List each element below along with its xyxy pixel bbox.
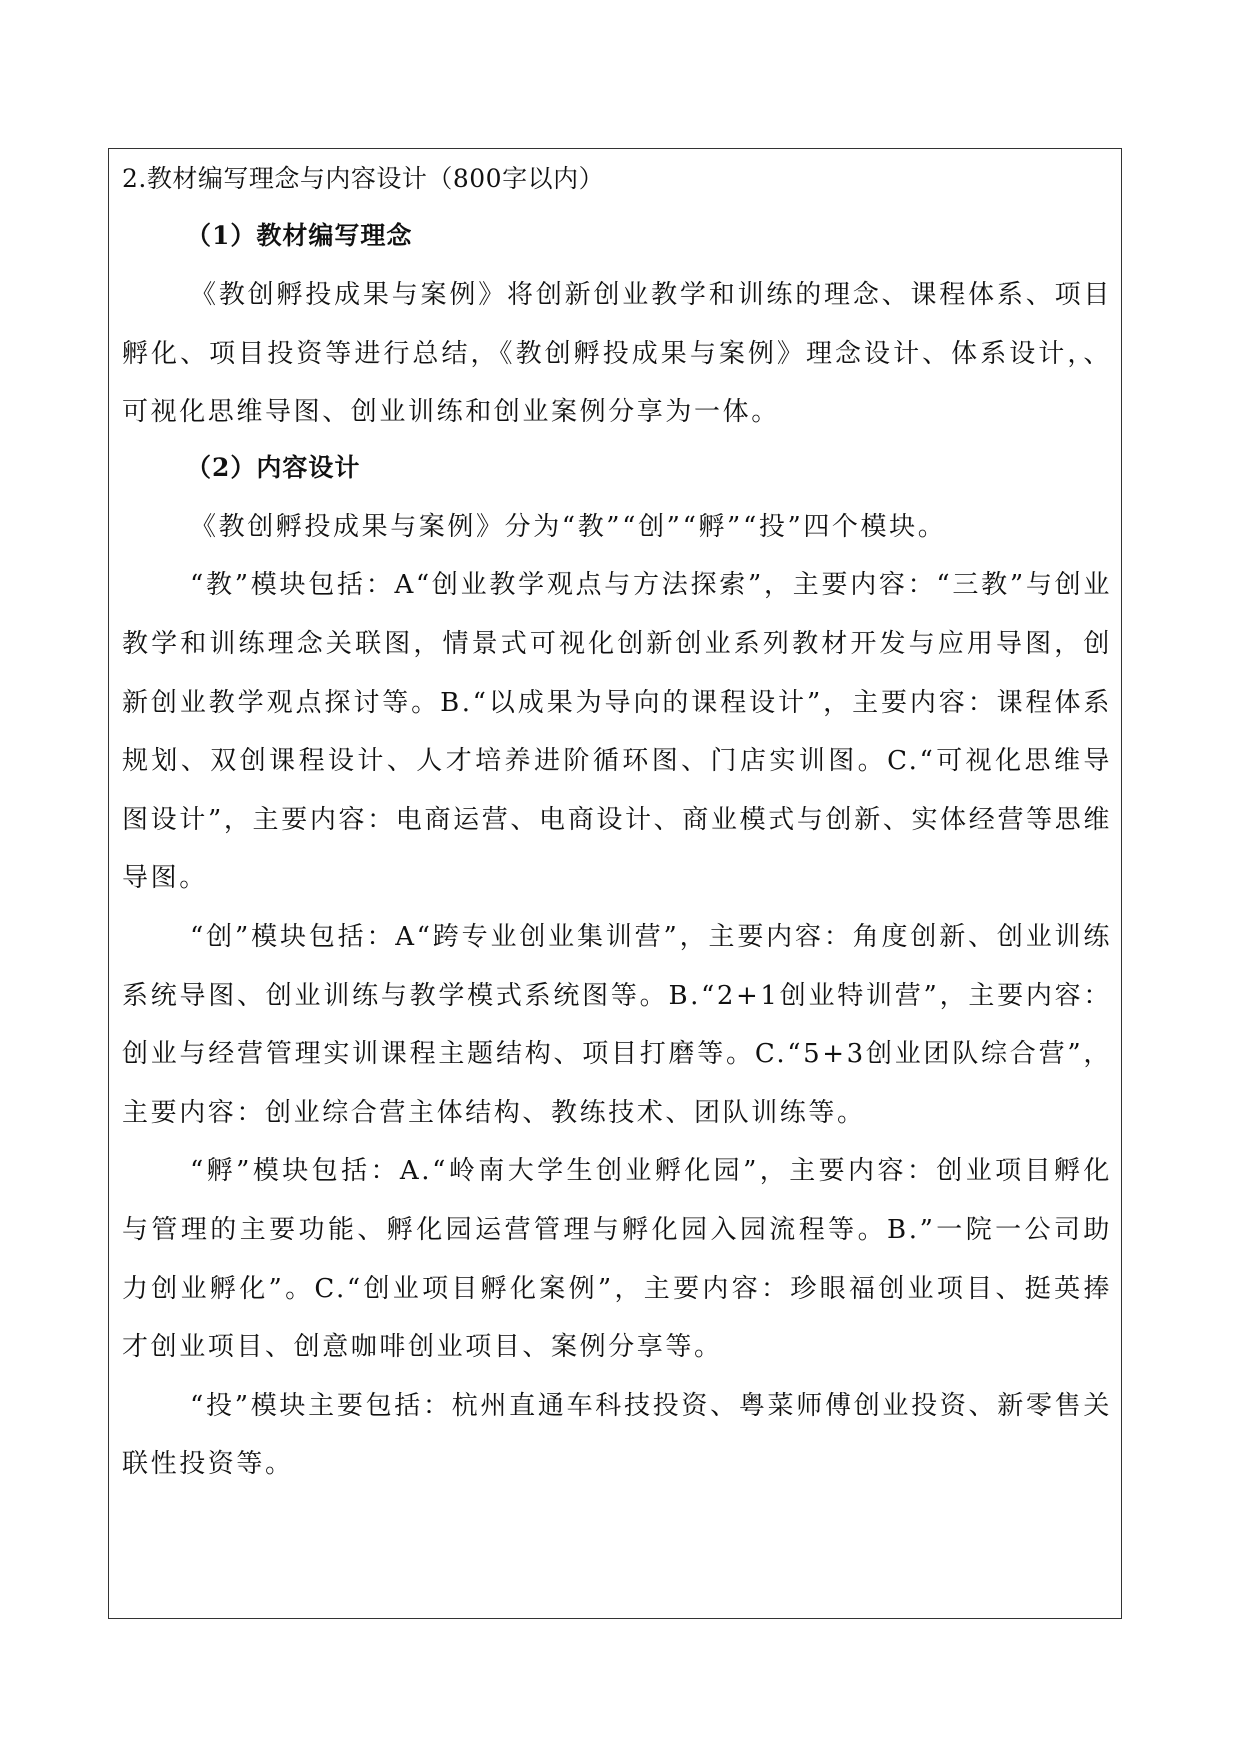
part2-title: （2）内容设计 — [186, 452, 361, 482]
part1-paragraph: 《教创孵投成果与案例》将创新创业教学和训练的理念、课程体系、项目孵化、项目投资等进行总结，《教创孵投成果与案例》理念设计、体系设计，、可视化思维导图、创业训练和创业案例分享为一体。 — [122, 280, 1112, 428]
document-content — [122, 160, 1112, 1494]
part2-paragraph-chuang: “创”模块包括：A“跨专业创业集训营”，主要内容：角度创新、创业训练系统导图、创业训练与教学模式系统图等。B.“2+1创业特训营”，主要内容：创业与经营管理实训课程主题结构、项目打磨等。C.“5+3创业团队综合营”，主要内容：创业综合营主体结构、教练技术、团队训练等。 — [122, 921, 1112, 1128]
part2-paragraph-tou: “投”模块主要包括：杭州直通车科技投资、粤菜师傅创业投资、新零售关联性投资等。 — [122, 1390, 1112, 1480]
section-title: 2.教材编写理念与内容设计（800字以内） — [122, 164, 605, 193]
part2-paragraph-intro: 《教创孵投成果与案例》分为“教”“创”“孵”“投”四个模块。 — [190, 511, 947, 542]
part1-title: （1）教材编写理念 — [186, 221, 413, 250]
part2-paragraph-fu: “孵”模块包括：A.“岭南大学生创业孵化园”，主要内容：创业项目孵化与管理的主要功能、孵化园运营管理与孵化园入园流程等。B.”一院一公司助力创业孵化”。C.“创业项目孵化案例”，主要内容：珍眼福创业项目、挺英捧才创业项目、创意咖啡创业项目、案例分享等。 — [122, 1156, 1112, 1363]
part2-paragraph-jiao: “教”模块包括：A“创业教学观点与方法探索”，主要内容：“三教”与创业教学和训练理念关联图，情景式可视化创新创业系列教材开发与应用导图，创新创业教学观点探讨等。B.“以成果为导向的课程设计”，主要内容：课程体系规划、双创课程设计、人才培养进阶循环图、门店实训图。C.“可视化思维导图设计”，主要内容：电商运营、电商设计、商业模式与创新、实体经营等思维导图。 — [122, 570, 1112, 894]
